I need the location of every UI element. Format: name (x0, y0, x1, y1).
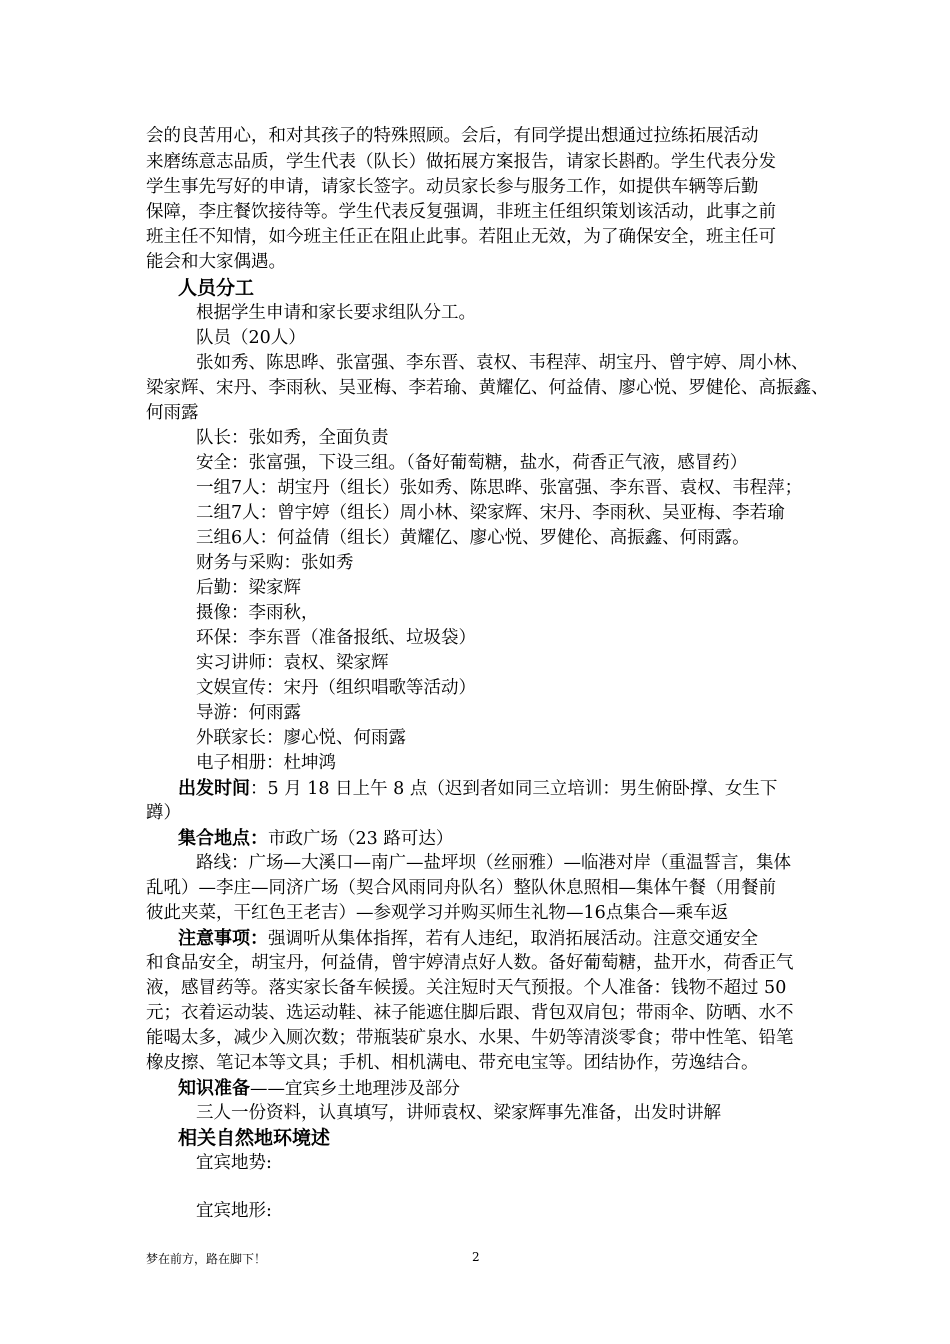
member-line: 梁家辉、宋丹、李雨秋、吴亚梅、李若瑜、黄耀亿、何益倩、廖心悦、罗健伦、高振鑫、 (146, 378, 829, 398)
role-line: 二组7人：曾宇婷（组长）周小林、梁家辉、宋丹、李雨秋、吴亚梅、李若瑜 (196, 503, 785, 523)
route-line: 彼此夹菜，干红色王老吉）—参观学习并购买师生礼物—16点集合—乘车返 (146, 903, 729, 923)
role-line: 外联家长：廖心悦、何雨露 (196, 728, 406, 748)
meeting-text: 市政广场（23 路可达） (268, 829, 454, 849)
role-line: 摄像：李雨秋， (196, 603, 319, 623)
role-line: 文娱宣传：宋丹（组织唱歌等活动） (196, 678, 476, 698)
terrain-trend: 宜宾地势: (196, 1153, 272, 1173)
page-number: 2 (472, 1250, 480, 1264)
meeting-label: 集合地点： (178, 828, 268, 849)
role-line: 环保：李东晋（准备报纸、垃圾袋） (196, 628, 476, 648)
footer-motto: 梦在前方，路在脚下！ (146, 1252, 267, 1266)
departure-cont: 蹲） (146, 803, 181, 823)
role-line: 导游：何雨露 (196, 703, 301, 723)
knowledge-label: 知识准备 (178, 1078, 250, 1099)
staff-heading: 人员分工 (178, 277, 255, 299)
notes-text: 橡皮擦、笔记本等文具；手机、相机满电、带充电宝等。团结协作，劳逸结合。 (146, 1053, 759, 1073)
notes-label: 注意事项： (178, 928, 268, 949)
intro-line: 学生事先写好的申请，请家长签字。动员家长参与服务工作，如提供车辆等后勤 (146, 177, 759, 197)
intro-line: 保障，李庄餐饮接待等。学生代表反复强调，非班主任组织策划该活动，此事之前 (146, 202, 776, 222)
role-line: 一组7人：胡宝丹（组长）张如秀、陈思晔、张富强、李东晋、袁权、韦程萍； (196, 478, 803, 498)
notes-text: 能喝太多，减少入厕次数；带瓶装矿泉水、水果、牛奶等清淡零食；带中性笔、铅笔 (146, 1028, 794, 1048)
intro-line: 班主任不知情，如今班主任正在阻止此事。若阻止无效，为了确保安全，班主任可 (146, 227, 776, 247)
role-line: 财务与采购：张如秀 (196, 553, 354, 573)
role-line: 三组6人：何益倩（组长）黄耀亿、廖心悦、罗健伦、高振鑫、何雨露。 (196, 528, 750, 548)
notes-line (178, 926, 848, 952)
notes-text: 元；衣着运动装、选运动鞋、袜子能遮住脚后跟、背包双肩包；带雨伞、防晒、水不 (146, 1003, 794, 1023)
role-line: 后勤：梁家辉 (196, 578, 301, 598)
notes-text: 液，感冒药等。落实家长备车候援。关注短时天气预报。个人准备：钱物不超过 50 (146, 978, 787, 998)
notes-text: 和食品安全，胡宝丹，何益倩，曾宇婷清点好人数。备好葡萄糖，盐开水，荷香正气 (146, 953, 794, 973)
role-line: 安全：张富强，下设三组。（备好葡萄糖，盐水，荷香正气液，感冒药） (196, 453, 748, 473)
knowledge-desc: 三人一份资料，认真填写，讲师袁权、梁家辉事先准备，出发时讲解 (196, 1103, 721, 1123)
intro-line: 会的良苦用心，和对其孩子的特殊照顾。会后，有同学提出想通过拉练拓展活动 (146, 126, 759, 146)
knowledge-line (178, 1076, 848, 1102)
route-line: 路线：广场—大溪口—南广—盐坪坝（丝丽雅）—临港对岸（重温誓言，集体 (196, 853, 791, 873)
team-count: 队员（20人） (196, 328, 306, 348)
intro-line: 来磨练意志品质，学生代表（队长）做拓展方案报告，请家长斟酌。学生代表分发 (146, 152, 776, 172)
intro-line: 能会和大家偶遇。 (146, 252, 286, 272)
role-line: 实习讲师：袁权、梁家辉 (196, 653, 389, 673)
member-line: 张如秀、陈思晔、张富强、李东晋、袁权、韦程萍、胡宝丹、曾宇婷、周小林、 (196, 353, 809, 373)
departure-text: ：5 月 18 日上午 8 点（迟到者如同三立培训：男生俯卧撑、女生下 (250, 779, 778, 799)
knowledge-text: ——宜宾乡土地理涉及部分 (250, 1079, 460, 1099)
departure-label: 出发时间 (178, 778, 250, 799)
staff-lead: 根据学生申请和家长要求组队分工。 (196, 303, 476, 323)
member-line: 何雨露 (146, 403, 199, 423)
environment-heading: 相关自然地环境述 (178, 1127, 331, 1149)
departure-line (178, 776, 848, 802)
role-line: 队长：张如秀，全面负责 (196, 428, 389, 448)
route-line: 乱吼）—李庄—同济广场（契合风雨同舟队名）整队休息照相—集体午餐（用餐前 (146, 878, 776, 898)
meeting-line (178, 826, 848, 852)
notes-first: 强调听从集体指挥，若有人违纪，取消拓展活动。注意交通安全 (268, 929, 758, 949)
role-line: 电子相册：杜坤鸿 (196, 753, 336, 773)
landform: 宜宾地形: (196, 1201, 272, 1221)
